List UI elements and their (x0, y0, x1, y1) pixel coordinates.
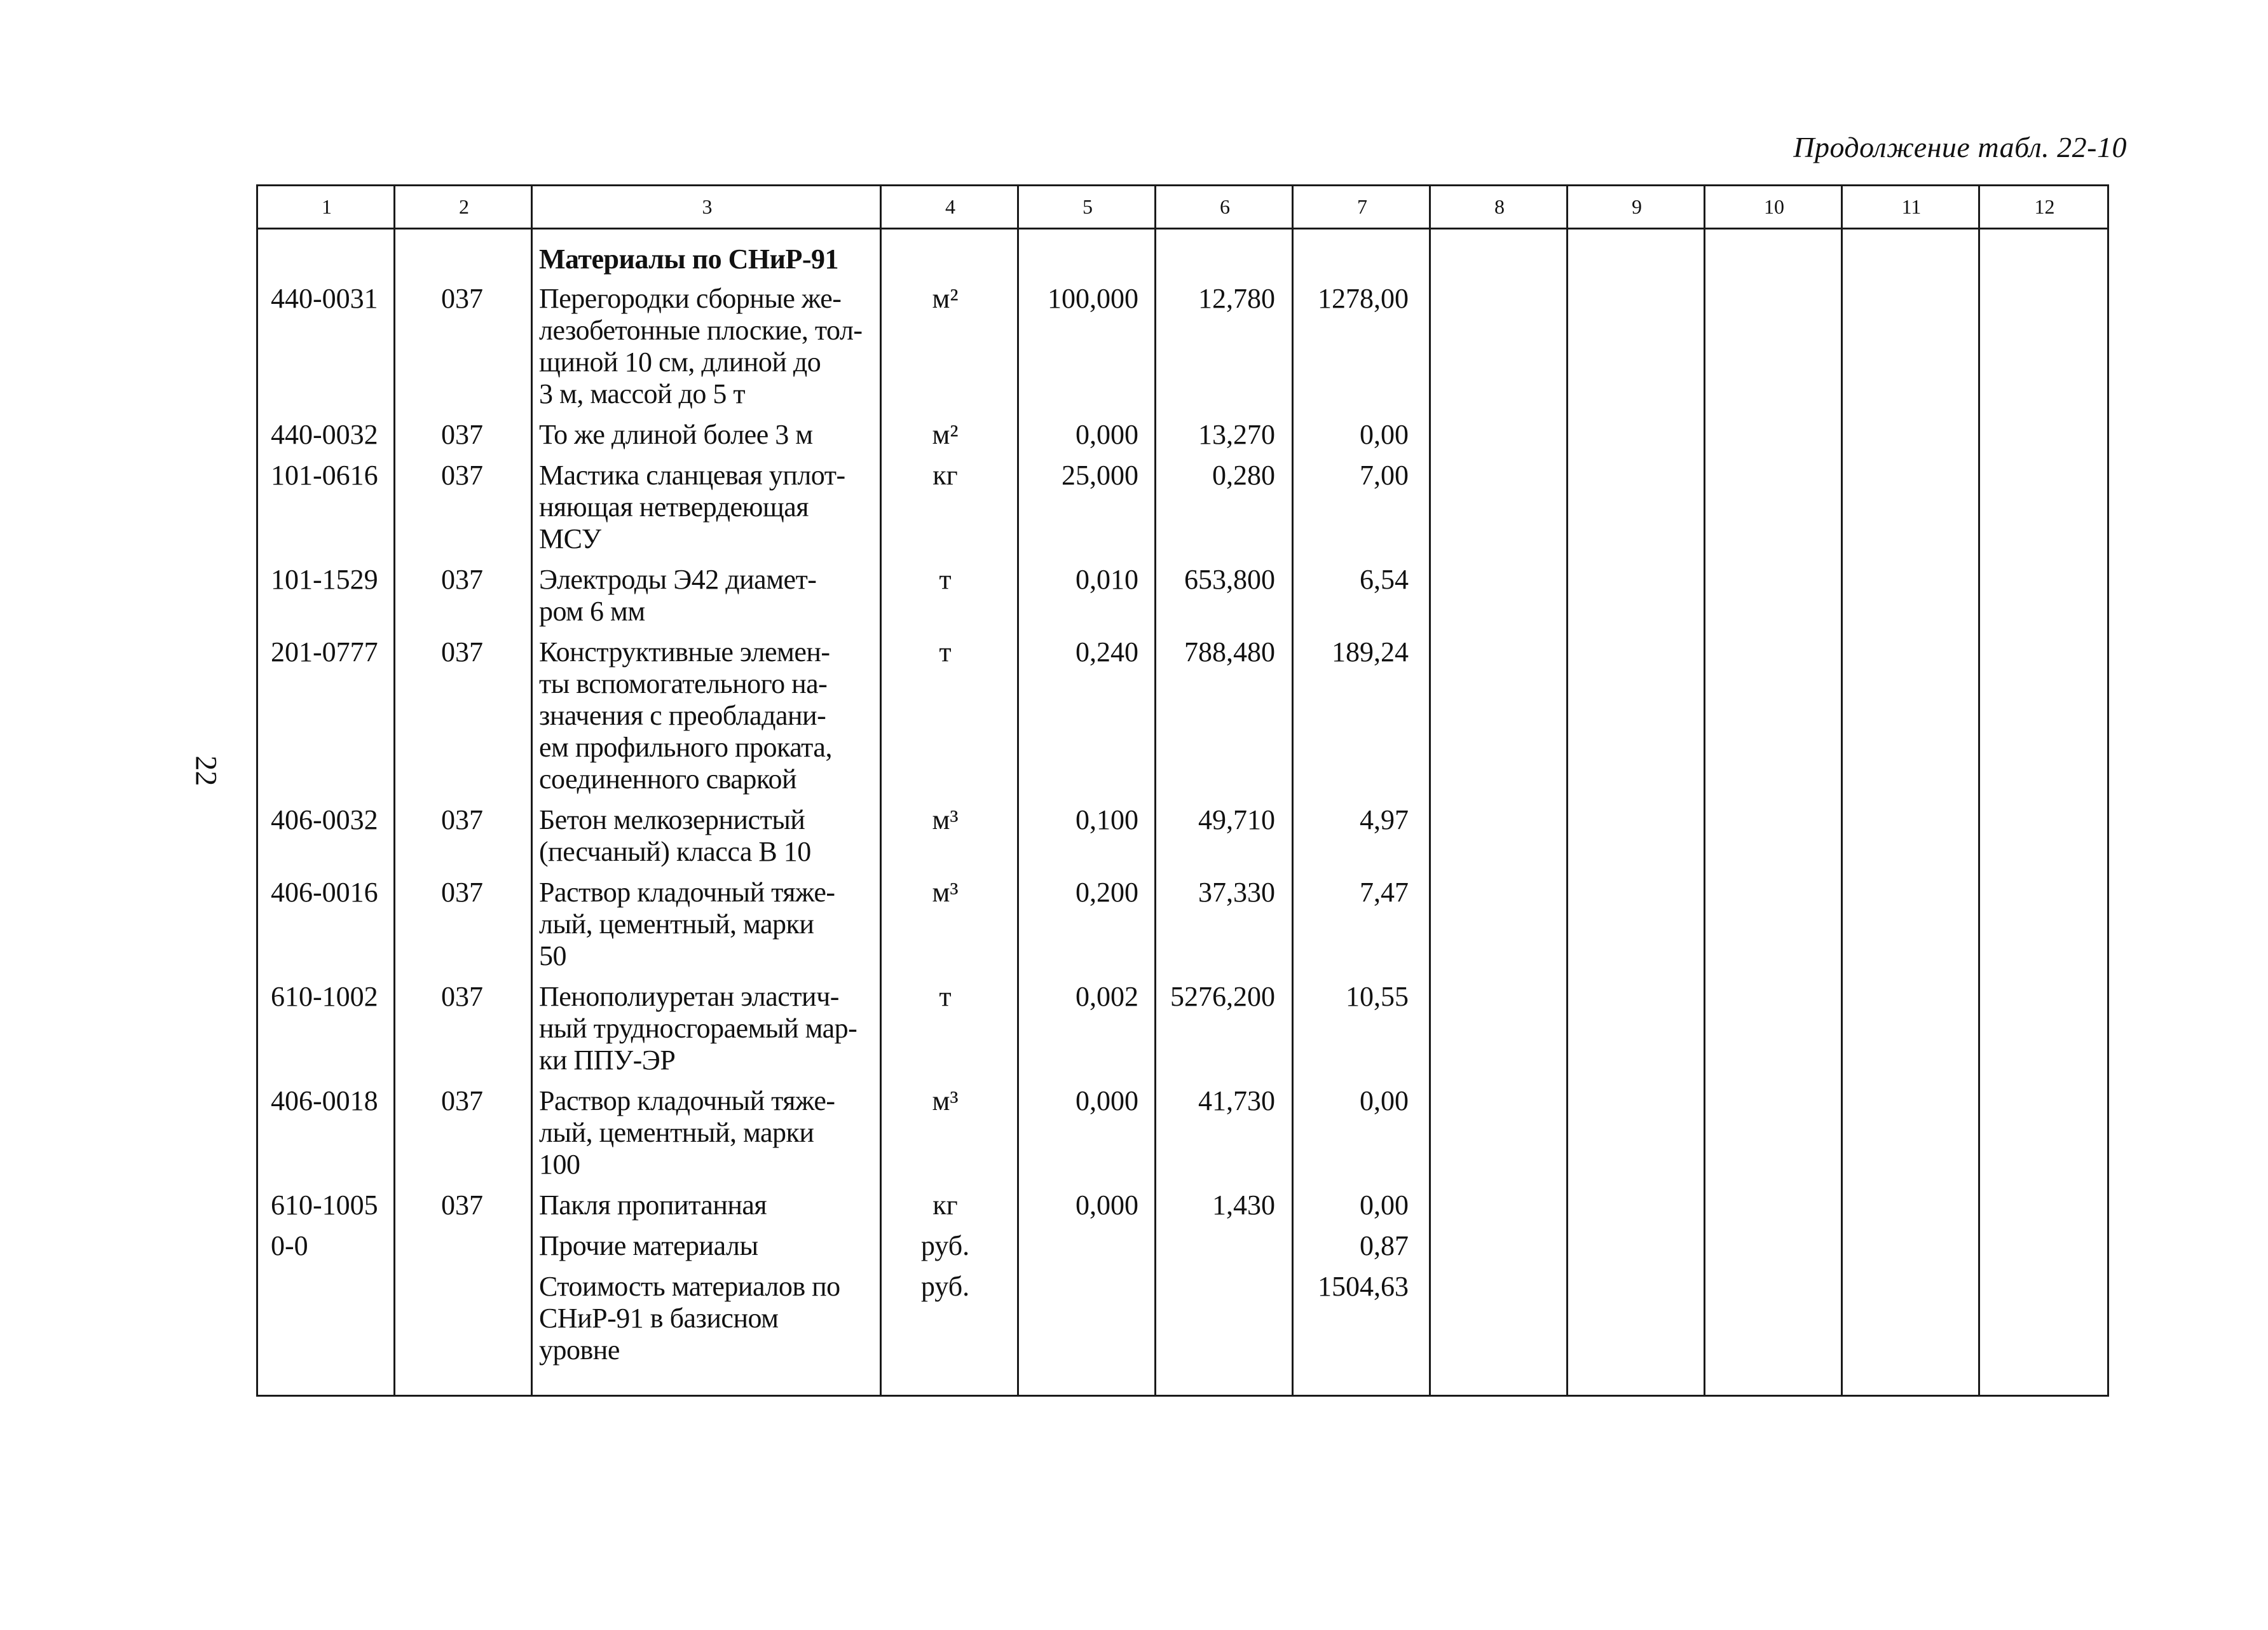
material-code-cell: 440-0032 (271, 419, 378, 450)
header-cell-3: 3 (702, 195, 713, 218)
section-number-cell: 037 (441, 1085, 483, 1116)
section-number-cell: 037 (441, 460, 483, 491)
section-number-cell: 037 (441, 564, 483, 595)
material-name-line: 3 м, массой до 5 т (539, 378, 746, 409)
section-number-cell: 037 (441, 981, 483, 1012)
material-name-line: То же длиной более 3 м (539, 419, 813, 450)
material-name-cell (539, 636, 875, 795)
material-name-line: Перегородки сборные же- (539, 283, 842, 314)
quantity-cell: 0,000 (1076, 1085, 1138, 1116)
material-name-line: няющая нетвердеющая (539, 491, 809, 523)
total-cost-cell: 189,24 (1332, 636, 1409, 668)
material-name-line: 50 (539, 940, 566, 971)
table-header-row (258, 186, 2107, 229)
quantity-cell: 0,240 (1076, 636, 1138, 668)
unit-cell: т (939, 636, 952, 668)
material-name-line: Конструктивные элемен- (539, 636, 830, 668)
total-cost-cell: 1504,63 (1318, 1271, 1409, 1302)
total-cost-cell: 0,00 (1360, 1189, 1409, 1221)
unit-cell: т (939, 981, 952, 1012)
unit-price-cell: 12,780 (1198, 283, 1275, 314)
total-cost-cell: 1278,00 (1318, 283, 1409, 314)
quantity-cell: 0,000 (1076, 1189, 1138, 1221)
header-cell-8: 8 (1494, 195, 1505, 218)
material-name-line: соединенного сваркой (539, 764, 797, 795)
unit-price-cell: 1,430 (1212, 1189, 1275, 1221)
quantity-cell: 100,000 (1048, 283, 1138, 314)
material-name-line: Пенополиуретан эластич- (539, 981, 839, 1012)
header-cell-4: 4 (945, 195, 955, 218)
material-name-line: Раствор кладочный тяже- (539, 877, 835, 908)
column-divider (1704, 186, 1705, 1395)
unit-price-cell: 653,800 (1184, 564, 1275, 595)
total-cost-cell: 7,00 (1360, 460, 1409, 491)
total-cost-cell: 0,87 (1360, 1230, 1409, 1261)
materials-table (256, 184, 2109, 1397)
section-title: Материалы по СНиР-91 (539, 243, 839, 275)
header-cell-1: 1 (322, 195, 332, 218)
unit-cell: м² (932, 283, 959, 314)
section-number-cell: 037 (441, 1189, 483, 1221)
page-number: 22 (189, 755, 223, 786)
material-name-line: ем профильного проката, (539, 732, 832, 763)
unit-cell: м³ (932, 804, 959, 835)
quantity-cell: 0,002 (1076, 981, 1138, 1012)
material-name-cell (539, 1189, 875, 1221)
material-name-line: лый, цементный, марки (539, 908, 814, 940)
total-cost-cell: 0,00 (1360, 419, 1409, 450)
section-number-cell: 037 (441, 877, 483, 908)
material-name-line: Прочие материалы (539, 1230, 758, 1261)
material-code-cell: 201-0777 (271, 636, 378, 668)
column-divider (531, 186, 533, 1395)
material-name-cell (539, 1230, 875, 1262)
total-cost-cell: 0,00 (1360, 1085, 1409, 1116)
material-name-line: Электроды Э42 диамет- (539, 564, 817, 595)
material-name-line: ный трудносгораемый мар- (539, 1013, 857, 1044)
material-name-cell (539, 981, 875, 1076)
table-caption: Продолжение табл. 22-10 (1793, 131, 2127, 163)
material-code-cell: 0-0 (271, 1230, 308, 1261)
material-code-cell: 610-1005 (271, 1189, 378, 1221)
material-name-cell (539, 877, 875, 972)
unit-price-cell: 41,730 (1198, 1085, 1275, 1116)
total-cost-cell: 6,54 (1360, 564, 1409, 595)
unit-price-cell: 37,330 (1198, 877, 1275, 908)
unit-price-cell: 5276,200 (1170, 981, 1275, 1012)
quantity-cell: 0,000 (1076, 419, 1138, 450)
unit-price-cell: 0,280 (1212, 460, 1275, 491)
material-name-cell (539, 1271, 875, 1366)
material-name-line: ты вспомогательного на- (539, 668, 828, 699)
unit-cell: м³ (932, 877, 959, 908)
material-code-cell: 610-1002 (271, 981, 378, 1012)
material-name-cell (539, 283, 875, 410)
material-name-line: СНиР-91 в базисном (539, 1303, 779, 1334)
material-name-cell (539, 419, 875, 451)
material-code-cell: 406-0032 (271, 804, 378, 835)
material-name-line: 100 (539, 1149, 580, 1180)
unit-price-cell: 788,480 (1184, 636, 1275, 668)
material-name-line: лый, цементный, марки (539, 1117, 814, 1148)
section-number-cell: 037 (441, 636, 483, 668)
column-divider (1566, 186, 1568, 1395)
material-code-cell: 101-0616 (271, 460, 378, 491)
material-code-cell: 440-0031 (271, 283, 378, 314)
quantity-cell: 25,000 (1062, 460, 1138, 491)
section-number-cell: 037 (441, 419, 483, 450)
material-name-line: щиной 10 см, длиной до (539, 346, 821, 378)
material-name-cell (539, 460, 875, 555)
unit-cell: т (939, 564, 952, 595)
material-name-line: Стоимость материалов по (539, 1271, 840, 1302)
header-cell-9: 9 (1632, 195, 1642, 218)
material-name-line: Пакля пропитанная (539, 1189, 767, 1221)
material-code-cell: 101-1529 (271, 564, 378, 595)
material-name-line: Раствор кладочный тяже- (539, 1085, 835, 1116)
material-code-cell: 406-0018 (271, 1085, 378, 1116)
header-cell-10: 10 (1764, 195, 1784, 218)
unit-price-cell: 13,270 (1198, 419, 1275, 450)
material-name-cell (539, 564, 875, 627)
material-name-line: лезобетонные плоские, тол- (539, 315, 863, 346)
total-cost-cell: 7,47 (1360, 877, 1409, 908)
quantity-cell: 0,200 (1076, 877, 1138, 908)
material-name-cell (539, 804, 875, 868)
quantity-cell: 0,100 (1076, 804, 1138, 835)
unit-cell: кг (932, 1189, 958, 1221)
material-name-line: Мастика сланцевая уплот- (539, 460, 845, 491)
column-divider (1978, 186, 1980, 1395)
unit-price-cell: 49,710 (1198, 804, 1275, 835)
section-number-cell: 037 (441, 804, 483, 835)
header-cell-2: 2 (459, 195, 469, 218)
unit-cell: кг (932, 460, 958, 491)
column-divider (1841, 186, 1843, 1395)
total-cost-cell: 4,97 (1360, 804, 1409, 835)
material-name-line: МСУ (539, 523, 601, 554)
total-cost-cell: 10,55 (1346, 981, 1409, 1012)
unit-cell: м³ (932, 1085, 959, 1116)
unit-cell: руб. (920, 1230, 970, 1261)
unit-cell: м² (932, 419, 959, 450)
header-cell-6: 6 (1220, 195, 1230, 218)
material-name-line: ки ППУ-ЭР (539, 1044, 676, 1076)
header-cell-11: 11 (1901, 195, 1922, 218)
material-name-line: Бетон мелкозернистый (539, 804, 805, 835)
header-cell-12: 12 (2034, 195, 2055, 218)
material-name-line: (песчаный) класса В 10 (539, 836, 811, 867)
header-cell-7: 7 (1357, 195, 1367, 218)
unit-cell: руб. (920, 1271, 970, 1302)
column-divider (1429, 186, 1431, 1395)
material-name-line: ром 6 мм (539, 596, 645, 627)
quantity-cell: 0,010 (1076, 564, 1138, 595)
material-name-cell (539, 1085, 875, 1181)
section-number-cell: 037 (441, 283, 483, 314)
header-cell-5: 5 (1083, 195, 1093, 218)
material-code-cell: 406-0016 (271, 877, 378, 908)
material-name-line: уровне (539, 1334, 620, 1366)
material-name-line: значения с преобладани- (539, 700, 826, 731)
